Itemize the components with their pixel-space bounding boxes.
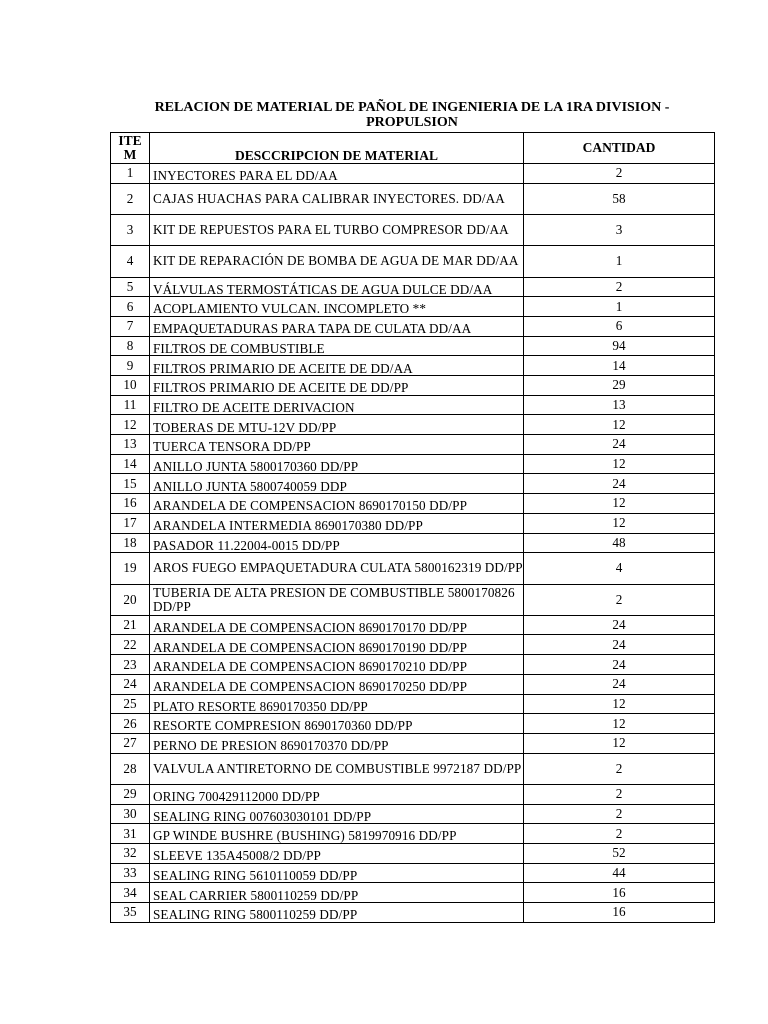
material-description: CAJAS HUACHAS PARA CALIBRAR INYECTORES. DD/AA	[150, 183, 524, 214]
item-number: 5	[111, 277, 150, 297]
table-row	[111, 395, 715, 415]
material-quantity: 24	[524, 435, 715, 455]
material-quantity: 24	[524, 615, 715, 635]
table-row	[111, 494, 715, 514]
item-number: 14	[111, 454, 150, 474]
item-number: 34	[111, 883, 150, 903]
material-description: FILTROS PRIMARIO DE ACEITE DE DD/PP	[150, 376, 524, 396]
material-quantity: 12	[524, 694, 715, 714]
material-quantity: 2	[524, 584, 715, 615]
item-number: 24	[111, 674, 150, 694]
item-number: 8	[111, 336, 150, 356]
material-description: AROS FUEGO EMPAQUETADURA CULATA 5800162319 DD/PP	[150, 553, 524, 584]
item-number: 35	[111, 903, 150, 923]
table-row	[111, 883, 715, 903]
material-description: ARANDELA DE COMPENSACION 8690170210 DD/PP	[150, 655, 524, 675]
material-description: SEALING RING 5800110259 DD/PP	[150, 903, 524, 923]
material-quantity: 14	[524, 356, 715, 376]
table-row	[111, 863, 715, 883]
material-quantity: 2	[524, 753, 715, 784]
material-description: SEAL CARRIER 5800110259 DD/PP	[150, 883, 524, 903]
item-number: 19	[111, 553, 150, 584]
material-description: GP WINDE BUSHRE (BUSHING) 5819970916 DD/PP	[150, 824, 524, 844]
material-description: ANILLO JUNTA 5800170360 DD/PP	[150, 454, 524, 474]
material-quantity: 52	[524, 843, 715, 863]
material-quantity: 94	[524, 336, 715, 356]
material-description: PASADOR 11.22004-0015 DD/PP	[150, 533, 524, 553]
table-row	[111, 246, 715, 277]
material-description: FILTRO DE ACEITE DERIVACION	[150, 395, 524, 415]
material-quantity: 12	[524, 415, 715, 435]
item-number: 30	[111, 804, 150, 824]
table-row	[111, 824, 715, 844]
material-description: SEALING RING 5610110059 DD/PP	[150, 863, 524, 883]
table-row	[111, 336, 715, 356]
item-number: 16	[111, 494, 150, 514]
table-row	[111, 513, 715, 533]
material-quantity: 44	[524, 863, 715, 883]
table-row	[111, 435, 715, 455]
item-number: 28	[111, 753, 150, 784]
table-row	[111, 214, 715, 245]
table-row	[111, 316, 715, 336]
material-quantity: 29	[524, 376, 715, 396]
table-row	[111, 297, 715, 317]
item-number: 13	[111, 435, 150, 455]
table-row	[111, 454, 715, 474]
table-row	[111, 674, 715, 694]
item-number: 25	[111, 694, 150, 714]
material-description: ARANDELA DE COMPENSACION 8690170170 DD/PP	[150, 615, 524, 635]
item-number: 3	[111, 214, 150, 245]
table-row	[111, 553, 715, 584]
material-quantity: 1	[524, 246, 715, 277]
material-description: INYECTORES PARA EL DD/AA	[150, 164, 524, 184]
material-table	[110, 132, 715, 923]
table-row	[111, 694, 715, 714]
material-description: TOBERAS DE MTU-12V DD/PP	[150, 415, 524, 435]
material-quantity: 12	[524, 513, 715, 533]
table-header-row	[111, 133, 715, 164]
table-row	[111, 415, 715, 435]
column-header-quantity: CANTIDAD	[524, 133, 715, 164]
column-header-item: ITE M	[111, 133, 150, 164]
material-description: VALVULA ANTIRETORNO DE COMBUSTIBLE 9972187 DD/PP	[150, 753, 524, 784]
material-description: EMPAQUETADURAS PARA TAPA DE CULATA DD/AA	[150, 316, 524, 336]
item-number: 6	[111, 297, 150, 317]
column-header-description: DESCCRIPCION DE MATERIAL	[150, 133, 524, 164]
item-number: 27	[111, 733, 150, 753]
item-number: 22	[111, 635, 150, 655]
table-row	[111, 474, 715, 494]
table-row	[111, 733, 715, 753]
material-quantity: 2	[524, 277, 715, 297]
material-description: FILTROS PRIMARIO DE ACEITE DE DD/AA	[150, 356, 524, 376]
material-quantity: 12	[524, 733, 715, 753]
table-row	[111, 584, 715, 615]
material-quantity: 13	[524, 395, 715, 415]
item-number: 9	[111, 356, 150, 376]
material-quantity: 6	[524, 316, 715, 336]
material-quantity: 58	[524, 183, 715, 214]
item-number: 1	[111, 164, 150, 184]
item-number: 11	[111, 395, 150, 415]
material-description: ARANDELA DE COMPENSACION 8690170190 DD/PP	[150, 635, 524, 655]
material-quantity: 12	[524, 454, 715, 474]
material-quantity: 16	[524, 883, 715, 903]
item-number: 21	[111, 615, 150, 635]
material-quantity: 2	[524, 784, 715, 804]
material-description: TUBERIA DE ALTA PRESION DE COMBUSTIBLE 5800170826 DD/PP	[150, 584, 524, 615]
material-description: VÁLVULAS TERMOSTÁTICAS DE AGUA DULCE DD/AA	[150, 277, 524, 297]
material-description: ARANDELA INTERMEDIA 8690170380 DD/PP	[150, 513, 524, 533]
material-quantity: 24	[524, 674, 715, 694]
item-number: 18	[111, 533, 150, 553]
material-quantity: 24	[524, 474, 715, 494]
material-quantity: 12	[524, 714, 715, 734]
material-description: FILTROS DE COMBUSTIBLE	[150, 336, 524, 356]
material-quantity: 48	[524, 533, 715, 553]
material-quantity: 2	[524, 824, 715, 844]
table-row	[111, 753, 715, 784]
material-quantity: 2	[524, 164, 715, 184]
item-number: 29	[111, 784, 150, 804]
material-description: PLATO RESORTE 8690170350 DD/PP	[150, 694, 524, 714]
material-quantity: 24	[524, 655, 715, 675]
document-title: RELACION DE MATERIAL DE PAÑOL DE INGENIERIA DE LA 1RA DIVISION - PROPULSION	[154, 100, 670, 130]
table-row	[111, 635, 715, 655]
table-row	[111, 615, 715, 635]
item-number: 15	[111, 474, 150, 494]
table-row	[111, 376, 715, 396]
item-number: 20	[111, 584, 150, 615]
item-number: 10	[111, 376, 150, 396]
material-quantity: 4	[524, 553, 715, 584]
item-number: 12	[111, 415, 150, 435]
material-quantity: 3	[524, 214, 715, 245]
item-number: 32	[111, 843, 150, 863]
table-row	[111, 804, 715, 824]
material-description: ARANDELA DE COMPENSACION 8690170250 DD/PP	[150, 674, 524, 694]
table-row	[111, 183, 715, 214]
item-number: 33	[111, 863, 150, 883]
table-row	[111, 843, 715, 863]
table-row	[111, 903, 715, 923]
item-number: 26	[111, 714, 150, 734]
material-description: SEALING RING 007603030101 DD/PP	[150, 804, 524, 824]
table-row	[111, 356, 715, 376]
material-quantity: 2	[524, 804, 715, 824]
table-row	[111, 277, 715, 297]
table-row	[111, 533, 715, 553]
material-description: SLEEVE 135A45008/2 DD/PP	[150, 843, 524, 863]
material-quantity: 24	[524, 635, 715, 655]
material-quantity: 12	[524, 494, 715, 514]
material-quantity: 16	[524, 903, 715, 923]
material-quantity: 1	[524, 297, 715, 317]
table-row	[111, 164, 715, 184]
table-row	[111, 784, 715, 804]
item-number: 31	[111, 824, 150, 844]
material-description: ORING 700429112000 DD/PP	[150, 784, 524, 804]
material-description: KIT DE REPARACIÓN DE BOMBA DE AGUA DE MAR DD/AA	[150, 246, 524, 277]
item-number: 17	[111, 513, 150, 533]
table-body	[111, 164, 715, 923]
table-row	[111, 655, 715, 675]
item-number: 2	[111, 183, 150, 214]
material-description: ACOPLAMIENTO VULCAN. INCOMPLETO **	[150, 297, 524, 317]
table-row	[111, 714, 715, 734]
item-number: 4	[111, 246, 150, 277]
material-description: ANILLO JUNTA 5800740059 DDP	[150, 474, 524, 494]
item-number: 23	[111, 655, 150, 675]
item-number: 7	[111, 316, 150, 336]
material-description: PERNO DE PRESION 8690170370 DD/PP	[150, 733, 524, 753]
material-description: TUERCA TENSORA DD/PP	[150, 435, 524, 455]
material-description: ARANDELA DE COMPENSACION 8690170150 DD/PP	[150, 494, 524, 514]
material-description: KIT DE REPUESTOS PARA EL TURBO COMPRESOR DD/AA	[150, 214, 524, 245]
material-description: RESORTE COMPRESION 8690170360 DD/PP	[150, 714, 524, 734]
